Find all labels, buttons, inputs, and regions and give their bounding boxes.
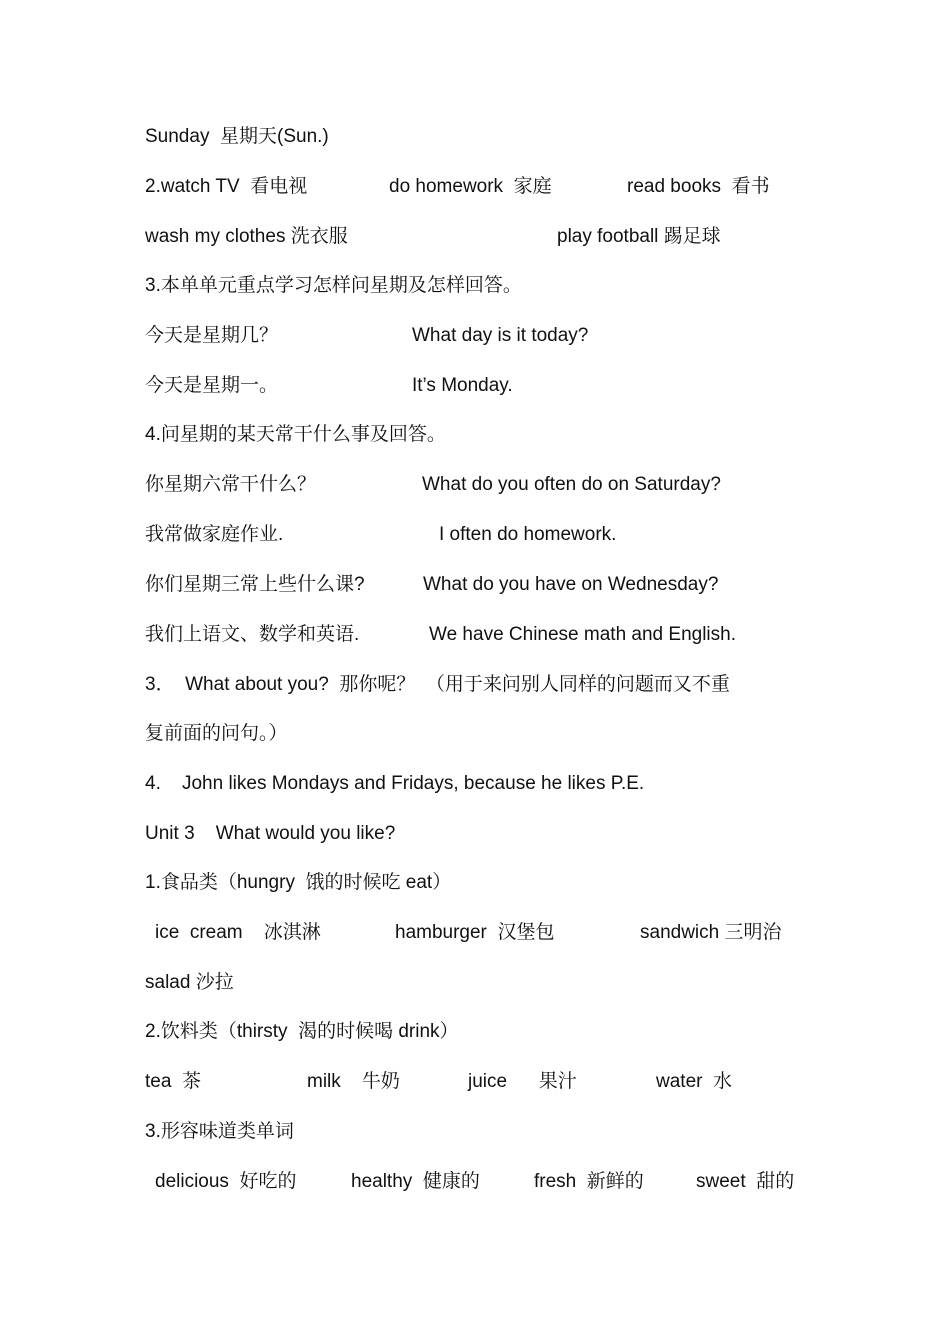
sentence-pair (145, 568, 820, 602)
text-segment: 1.食品类（hungry 饿的时候吃 eat） (145, 872, 452, 893)
english-sentence: It’s Monday. (412, 375, 513, 396)
text-segment: Sunday 星期天(Sun.) (145, 126, 329, 147)
english-sentence: What day is it today? (412, 325, 589, 346)
english-sentence: What do you often do on Saturday? (422, 474, 721, 495)
text-segment: sandwich 三明治 (640, 922, 782, 943)
english-sentence: I often do homework. (439, 524, 617, 545)
text-segment: tea 茶 (145, 1071, 201, 1092)
section-heading-food (145, 866, 820, 900)
section-heading-drinks (145, 1015, 820, 1049)
text-segment: 3.本单单元重点学习怎样问星期及怎样回答。 (145, 275, 522, 296)
english-sentence: What do you have on Wednesday? (423, 574, 719, 595)
text-segment: ice cream 冰淇淋 (155, 922, 321, 943)
sentence-pair (145, 369, 820, 403)
chinese-sentence: 你星期六常干什么？ (145, 474, 317, 495)
chinese-sentence: 今天是星期一。 (145, 375, 279, 396)
text-segment: play football 踢足球 (557, 226, 721, 247)
text-segment: read books 看书 (627, 176, 770, 197)
text-segment: 4. John likes Mondays and Fridays, because he likes P.E. (145, 773, 645, 794)
text-segment: 3.形容味道类单词 (145, 1121, 294, 1142)
text-segment: 2.watch TV 看电视 (145, 176, 308, 197)
text-segment: 2.饮料类（thirsty 渴的时候喝 drink） (145, 1021, 459, 1042)
text-segment: sweet 甜的 (696, 1171, 795, 1192)
vocab-line-activities-2 (145, 220, 820, 254)
chinese-sentence: 我常做家庭作业. (145, 524, 284, 545)
sentence-pair (145, 468, 820, 502)
vocab-line-salad (145, 966, 820, 1000)
sentence-pair (145, 618, 820, 652)
text-segment: do homework 家庭 (389, 176, 552, 197)
chinese-sentence: 我们上语文、数学和英语. (145, 624, 360, 645)
unit-title: Unit 3 What would you like? (145, 823, 396, 844)
text-segment: wash my clothes 洗衣服 (145, 226, 348, 247)
sentence-pair (145, 518, 820, 552)
text-segment: juice 果汁 (468, 1071, 577, 1092)
text-segment: healthy 健康的 (351, 1171, 480, 1192)
text-segment: delicious 好吃的 (155, 1171, 297, 1192)
section-heading-weekday-question (145, 269, 820, 303)
text-segment: 4.问星期的某天常干什么事及回答。 (145, 424, 446, 445)
note-what-about-you-continued (145, 717, 820, 751)
text-segment: 复前面的问句。） (145, 723, 288, 744)
vocab-line-activities-1 (145, 170, 820, 204)
text-segment: fresh 新鲜的 (534, 1171, 644, 1192)
section-heading-weekday-activity (145, 418, 820, 452)
text-segment: water 水 (656, 1071, 733, 1092)
unit-heading (145, 817, 820, 851)
chinese-sentence: 你们星期三常上些什么课? (145, 574, 365, 595)
text-segment: salad 沙拉 (145, 972, 234, 993)
english-sentence: We have Chinese math and English. (429, 624, 736, 645)
text-segment: hamburger 汉堡包 (395, 922, 555, 943)
sentence-pair (145, 319, 820, 353)
chinese-sentence: 今天是星期几？ (145, 325, 279, 346)
note-john-likes (145, 767, 820, 801)
text-segment: milk 牛奶 (307, 1071, 400, 1092)
vocab-line-taste (145, 1165, 820, 1199)
vocab-line-food (145, 916, 820, 950)
vocab-line-sunday (145, 120, 820, 154)
section-heading-taste (145, 1115, 820, 1149)
note-what-about-you (145, 668, 820, 702)
vocab-line-drinks (145, 1065, 820, 1099)
text-segment: 3． What about you? 那你呢？ （用于来问别人同样的问题而又不重 (145, 674, 730, 695)
